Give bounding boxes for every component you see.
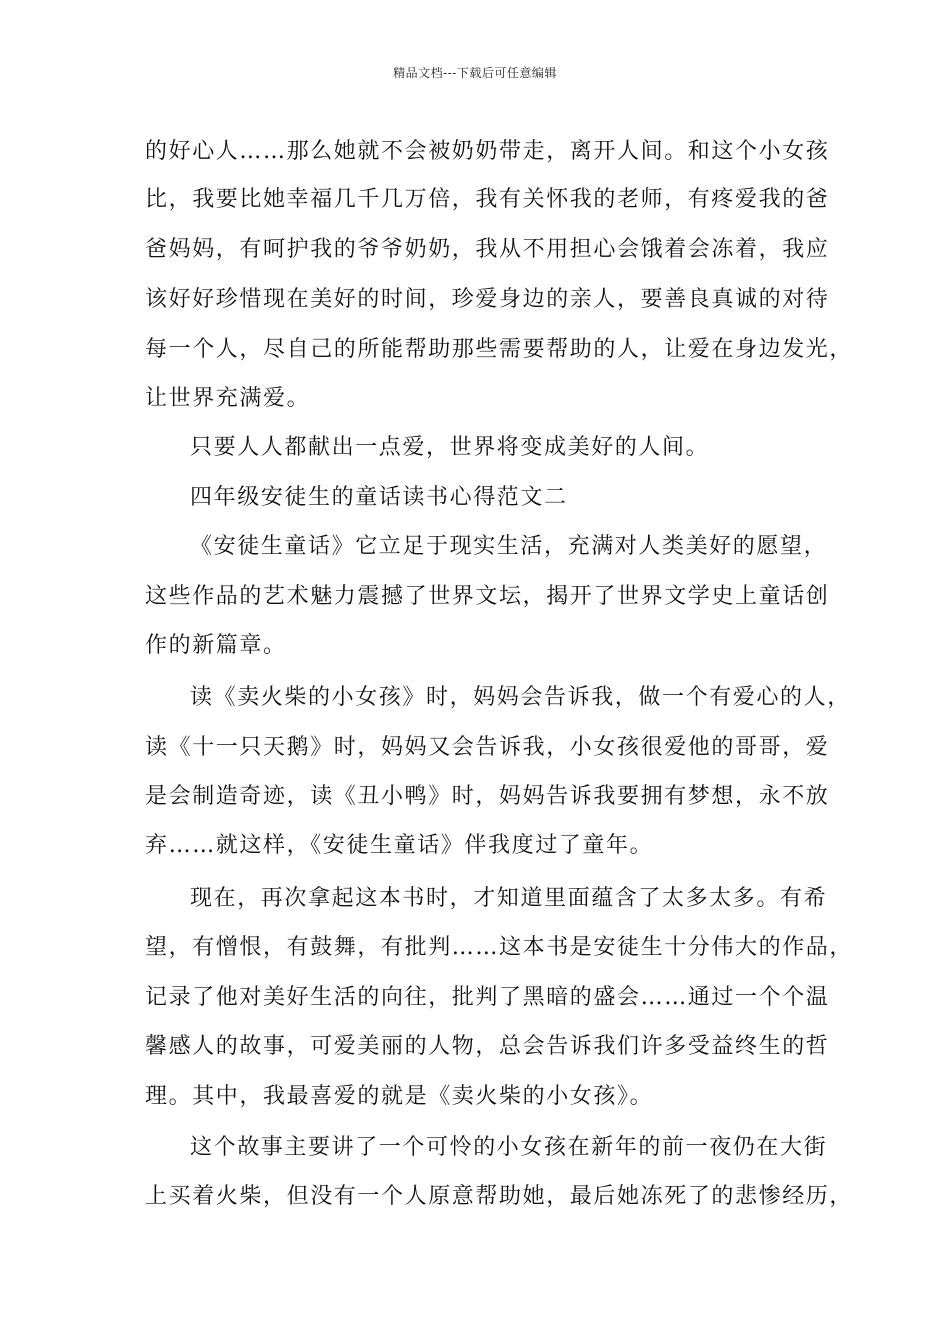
page-header: 精品文档---下载后可任意编辑 [393, 66, 557, 80]
section-heading: 四年级安徒生的童话读书心得范文二 [190, 485, 568, 510]
text-line: 现在，再次拿起这本书时，才知道里面蕴含了太多太多。有希 [190, 886, 828, 911]
text-line: 该好好珍惜现在美好的时间，珍爱身边的亲人，要善良真诚的对待 [145, 287, 830, 312]
text-line: 的好心人……那么她就不会被奶奶带走，离开人间。和这个小女孩 [145, 139, 830, 164]
text-line: 这个故事主要讲了一个可怜的小女孩在新年的前一夜仍在大街 [190, 1135, 828, 1160]
text-line: 弃……就这样，《安徒生童话》伴我度过了童年。 [145, 833, 654, 858]
text-line: 望，有憎恨，有鼓舞，有批判……这本书是安徒生十分伟大的作品， [145, 935, 854, 960]
text-line: 记录了他对美好生活的向往，批判了黑暗的盛会……通过一个个温 [145, 985, 830, 1010]
text-line: 是会制造奇迹，读《丑小鸭》时，妈妈告诉我要拥有梦想，永不放 [145, 784, 830, 809]
text-line: 这些作品的艺术魅力震撼了世界文坛，揭开了世界文学史上童话创 [145, 584, 830, 609]
text-line: 理。其中，我最喜爱的就是《卖火柴的小女孩》。 [145, 1084, 654, 1109]
text-line: 上买着火柴，但没有一个人原意帮助她，最后她冻死了的悲惨经历， [145, 1184, 854, 1209]
text-line: 每一个人，尽自己的所能帮助那些需要帮助的人，让爱在身边发光， [145, 337, 854, 362]
text-line: 让世界充满爱。 [145, 386, 311, 411]
text-line: 作的新篇章。 [145, 633, 287, 658]
text-line: 比，我要比她幸福几千几万倍，我有关怀我的老师，有疼爱我的爸 [145, 187, 830, 212]
text-line: 爸妈妈，有呵护我的爷爷奶奶，我从不用担心会饿着会冻着，我应 [145, 237, 830, 262]
text-line: 读《卖火柴的小女孩》时，妈妈会告诉我，做一个有爱心的人， [190, 685, 851, 710]
text-line: 《安徒生童话》它立足于现实生活，充满对人类美好的愿望， [190, 534, 828, 559]
text-line: 读《十一只天鹅》时，妈妈又会告诉我，小女孩很爱他的哥哥，爱 [145, 735, 830, 760]
text-line: 只要人人都献出一点爱，世界将变成美好的人间。 [190, 435, 710, 460]
text-line: 馨感人的故事，可爱美丽的人物，总会告诉我们许多受益终生的哲 [145, 1034, 830, 1059]
